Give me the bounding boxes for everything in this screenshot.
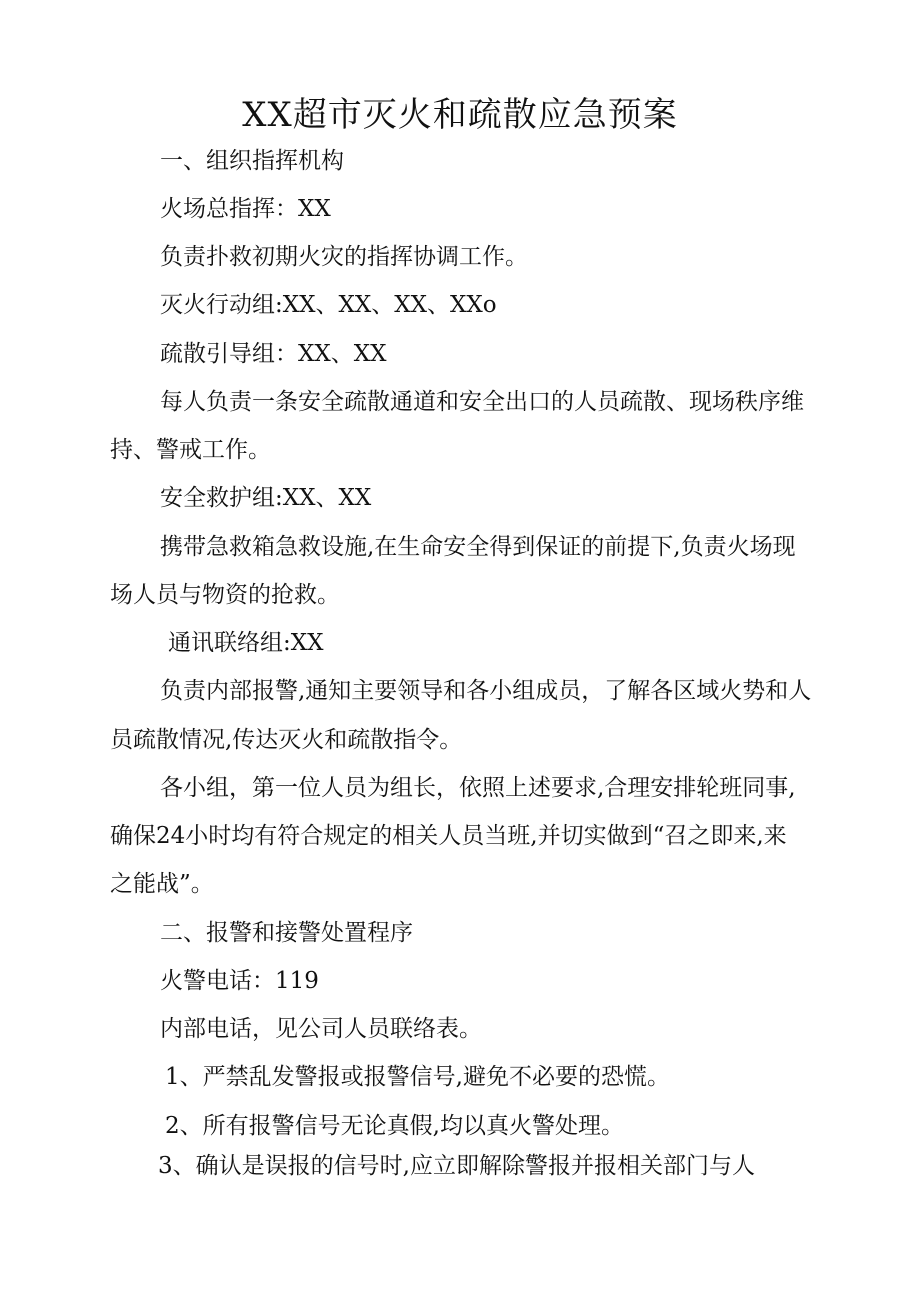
document-title: XX超市灭火和疏散应急预案 — [242, 95, 678, 135]
section-heading-organization: 一、组织指挥机构 — [160, 148, 344, 174]
list-item: 3、确认是误报的信号时,应立即解除警报并报相关部门与人 — [158, 1153, 755, 1179]
paragraph-line: 场人员与物资的抢救。 — [110, 582, 340, 608]
paragraph-line: 确保24小时均有符合规定的相关人员当班,并切实做到“召之即来,来 — [110, 823, 787, 849]
paragraph-line: 内部电话，见公司人员联络表。 — [160, 1016, 482, 1042]
paragraph-line: 火场总指挥：XX — [160, 196, 331, 222]
paragraph-line: 通讯联络组:XX — [168, 630, 324, 656]
paragraph-line: 疏散引导组：XX、XX — [160, 341, 387, 367]
paragraph-line: 员疏散情况,传达灭火和疏散指令。 — [110, 727, 463, 753]
paragraph-line: 负责内部报警,通知主要领导和各小组成员，了解各区域火势和人 — [160, 678, 812, 704]
paragraph-line: 每人负责一条安全疏散通道和安全出口的人员疏散、现场秩序维 — [160, 389, 804, 415]
list-item: 2、所有报警信号无论真假,均以真火警处理。 — [165, 1113, 624, 1139]
list-item: 1、严禁乱发警报或报警信号,避免不必要的恐慌。 — [165, 1064, 670, 1090]
paragraph-line: 之能战”。 — [110, 871, 214, 897]
section-heading-alarm: 二、报警和接警处置程序 — [160, 920, 413, 946]
paragraph-line: 持、警戒工作。 — [110, 437, 271, 463]
paragraph-line: 携带急救箱急救设施,在生命安全得到保证的前提下,负责火场现 — [160, 534, 796, 560]
paragraph-line: 火警电话：119 — [160, 968, 319, 994]
paragraph-line: 灭火行动组:XX、XX、XX、XXo — [160, 292, 497, 318]
paragraph-line: 各小组，第一位人员为组长，依照上述要求,合理安排轮班同事, — [160, 775, 796, 801]
paragraph-line: 安全救护组:XX、XX — [160, 485, 372, 511]
paragraph-line: 负责扑救初期火灾的指挥协调工作。 — [160, 244, 528, 270]
